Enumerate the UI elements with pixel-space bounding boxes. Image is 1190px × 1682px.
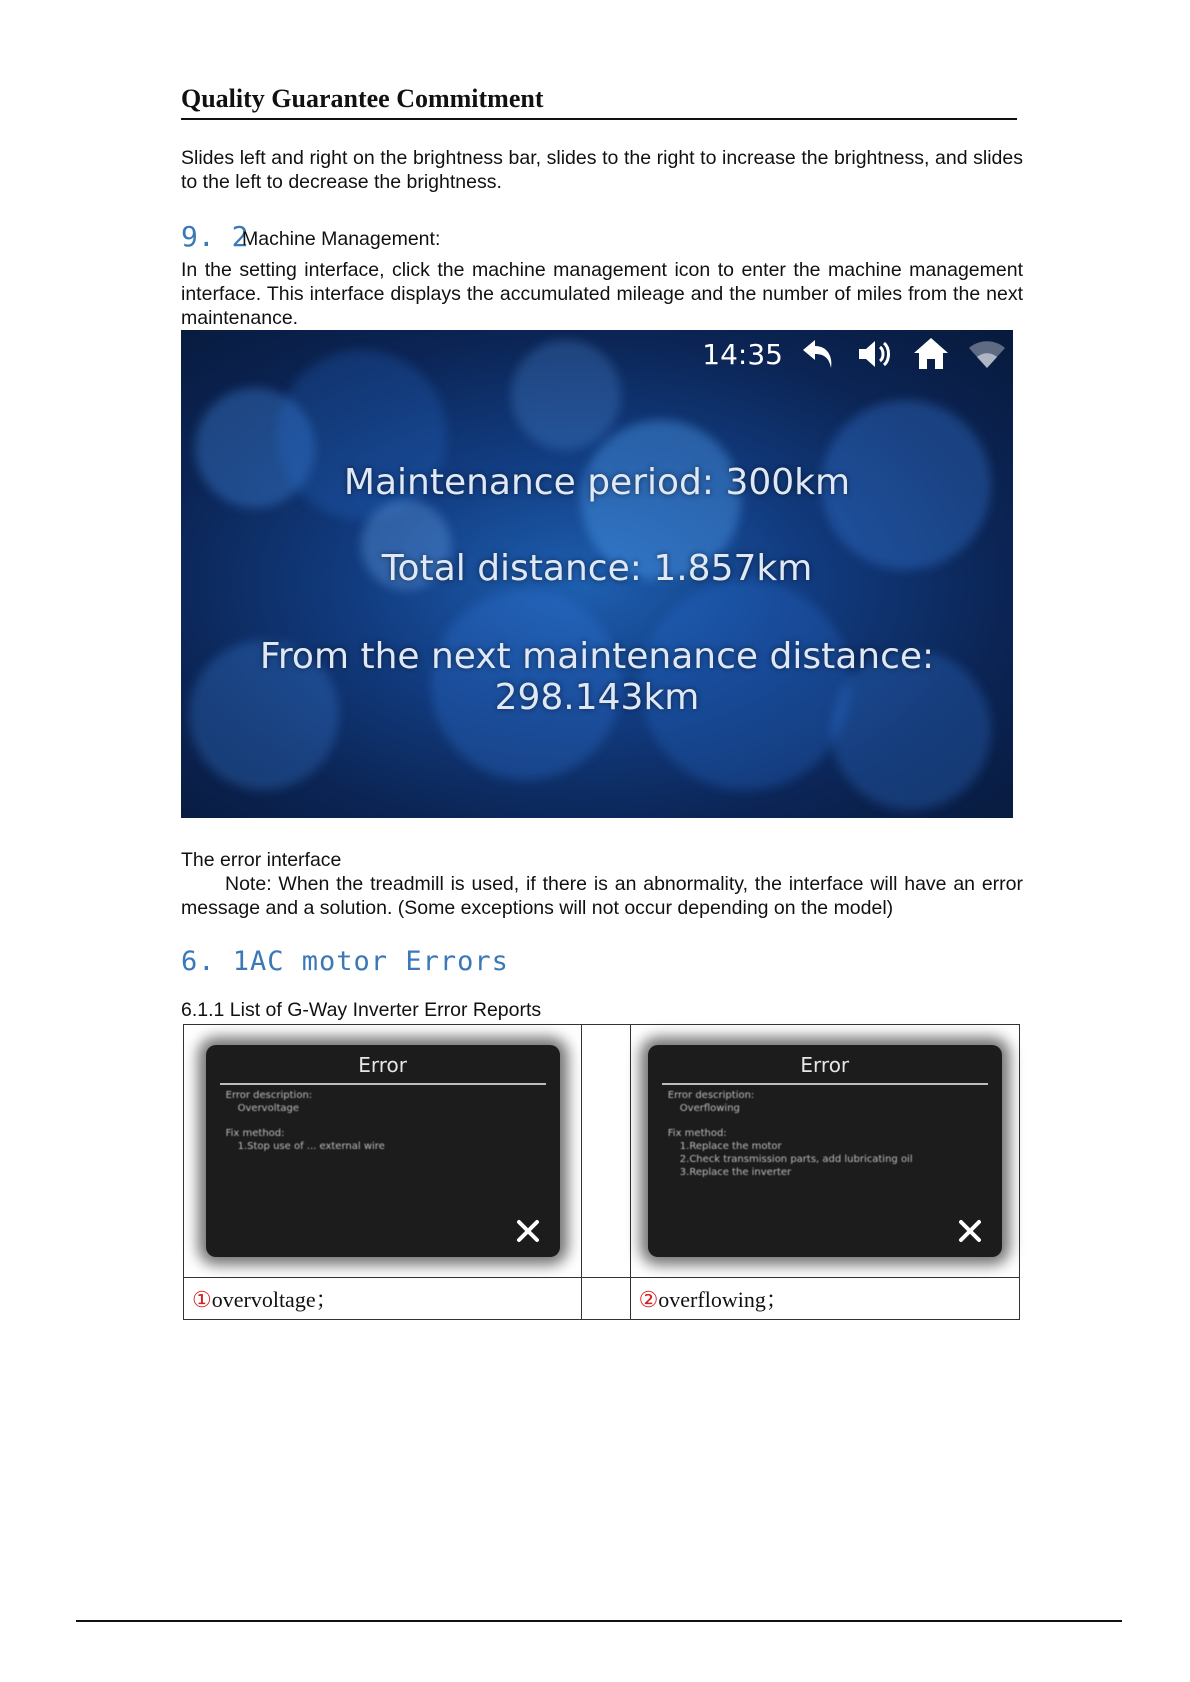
- volume-icon[interactable]: [855, 334, 895, 374]
- total-distance-text: Total distance: 1.857km: [381, 548, 813, 589]
- section-subheading-6-1-1: 6.1.1 List of G-Way Inverter Error Reports: [181, 999, 542, 1021]
- error-dialog-body: [226, 1089, 548, 1153]
- error-report-table: [183, 1024, 1020, 1320]
- error-dialog-title: Error: [800, 1053, 850, 1077]
- status-bar: [702, 330, 1007, 378]
- machine-management-paragraph: In the setting interface, click the machine management icon to enter the machine management interface. This interface displays the accumulated mileage and the number of miles from the next maintenance.: [181, 259, 1023, 329]
- error-dialog-divider: [220, 1083, 546, 1085]
- brightness-paragraph: Slides left and right on the brightness bar, slides to the right to increase the brightness, and slides to the left to decrease the brightness.: [181, 147, 1023, 193]
- error-dialog-divider: [662, 1083, 988, 1085]
- error-dialog-body: [668, 1089, 990, 1179]
- fix-step: 3.Replace the inverter: [679, 1167, 792, 1178]
- error-desc-value: Overvoltage: [237, 1103, 300, 1114]
- close-icon[interactable]: [516, 1219, 540, 1243]
- back-arrow-icon[interactable]: [799, 334, 839, 374]
- page-header: Quality Guarantee Commitment: [181, 84, 1017, 120]
- spacer-cell: [582, 1278, 630, 1320]
- maintenance-period-text: Maintenance period: 300km: [343, 462, 851, 503]
- next-maintenance-text: From the next maintenance distance: 298.143km: [259, 636, 935, 718]
- error-dialog-title: Error: [358, 1053, 407, 1077]
- fix-step: 2.Check transmission parts, add lubricating oil: [679, 1154, 913, 1165]
- bokeh-light: [511, 340, 621, 450]
- error-dialog-overvoltage: [206, 1045, 560, 1257]
- fix-method-label: Fix method:: [225, 1128, 285, 1139]
- section-heading-6-1: 6. 1AC motor Errors: [181, 946, 509, 977]
- fix-step: 1.Stop use of ... external wire: [237, 1141, 385, 1152]
- error-desc-value: Overflowing: [679, 1103, 740, 1114]
- error-dialog-overflowing: [648, 1045, 1002, 1257]
- spacer-cell: [582, 1025, 630, 1278]
- wifi-icon[interactable]: [967, 334, 1007, 374]
- maintenance-screen: [181, 330, 1013, 818]
- caption-number: ①: [192, 1287, 212, 1312]
- error-image-cell: [630, 1025, 1019, 1278]
- caption-overvoltage: [184, 1278, 582, 1320]
- home-icon[interactable]: [911, 334, 951, 374]
- error-interface-title: The error interface: [181, 849, 342, 871]
- error-desc-label: Error description:: [225, 1090, 313, 1101]
- caption-text: overvoltage；: [211, 1287, 338, 1312]
- error-image-cell: [184, 1025, 582, 1278]
- fix-step: 1.Replace the motor: [679, 1141, 782, 1152]
- fix-method-label: Fix method:: [667, 1128, 727, 1139]
- footer-rule: [76, 1620, 1122, 1622]
- error-interface-note: Note: When the treadmill is used, if there is an abnormality, the interface will have an error message and a solution. (Some exceptions will not occur depending on the model): [181, 873, 1023, 919]
- error-desc-label: Error description:: [667, 1090, 755, 1101]
- section-title-machine-management: Machine Management:: [242, 228, 441, 250]
- caption-text: overflowing；: [658, 1287, 788, 1312]
- caption-overflowing: [630, 1278, 1019, 1320]
- section-number-9-2: 9. 2: [181, 220, 249, 253]
- clock: 14:35: [702, 337, 783, 371]
- close-icon[interactable]: [958, 1219, 982, 1243]
- caption-number: ②: [638, 1287, 659, 1312]
